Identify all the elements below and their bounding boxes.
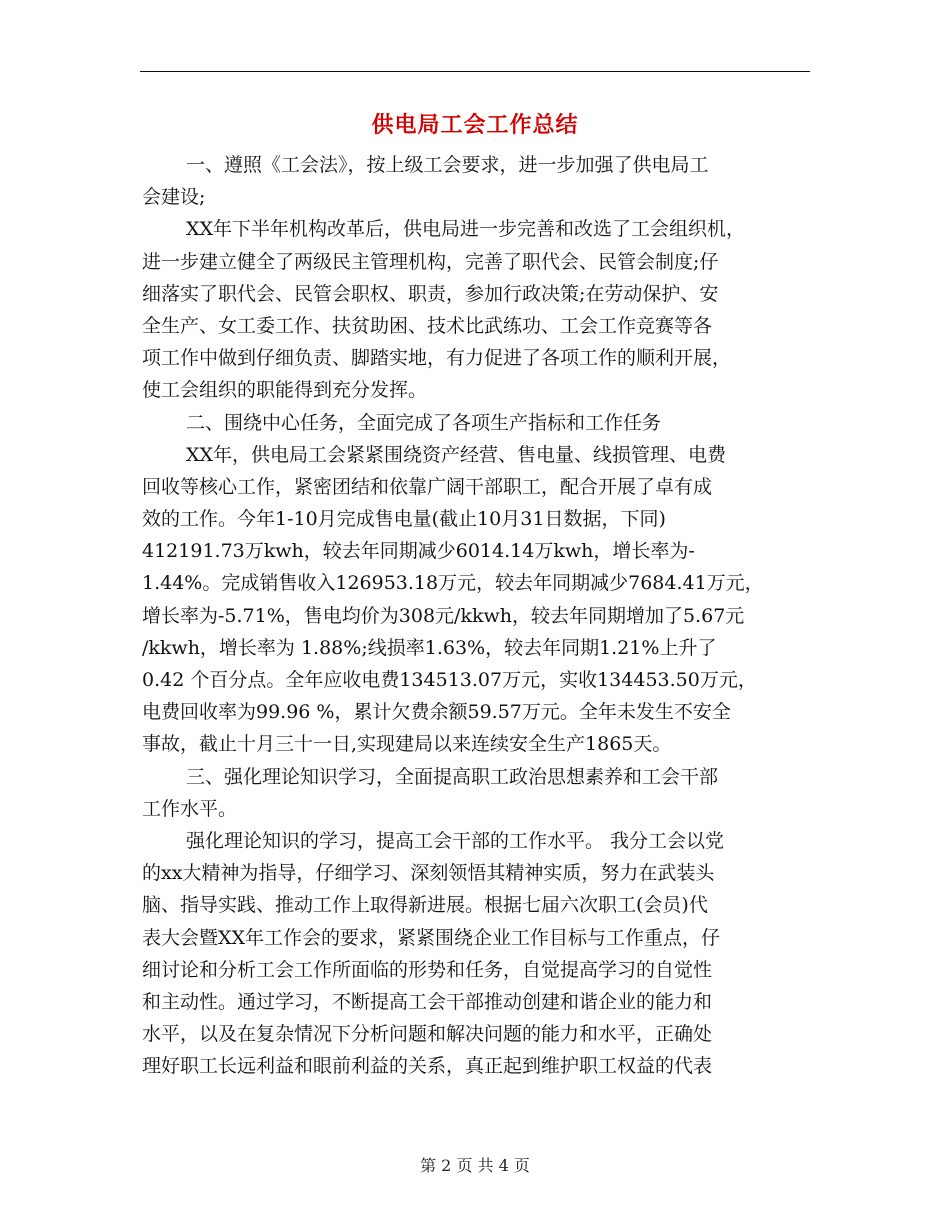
paragraph-line: 细讨论和分析工会工作所面临的形势和任务，自觉提高学习的自觉性 (142, 958, 713, 981)
paragraph-line: 强化理论知识的学习，提高工会干部的工作水平。 我分工会以党 (186, 829, 725, 852)
document-body (142, 149, 810, 1082)
paragraph-line: 的xx大精神为指导，仔细学习、深刻领悟其精神实质，努力在武装头 (142, 862, 715, 885)
paragraph-line: 全生产、女工委工作、扶贫助困、技术比武练功、工会工作竞赛等各 (142, 314, 713, 337)
page-number: 第 2 页 共 4 页 (420, 1156, 530, 1175)
paragraph-line: 水平，以及在复杂情况下分析问题和解决问题的能力和水平，正确处 (142, 1023, 713, 1046)
paragraph-line: 和主动性。通过学习，不断提高工会干部推动创建和谐企业的能力和 (142, 990, 713, 1013)
paragraph-line: 使工会组织的职能得到充分发挥。 (142, 379, 428, 402)
paragraph-line: 项工作中做到仔细负责、脚踏实地，有力促进了各项工作的顺利开展， (142, 347, 732, 370)
paragraph-line: 电费回收率为99.96 %，累计欠费余额59.57万元。全年未发生不安全 (142, 701, 731, 724)
paragraph-line: XX年，供电局工会紧紧围绕资产经营、售电量、线损管理、电费 (186, 443, 727, 466)
paragraph-line: 工作水平。 (142, 797, 238, 820)
paragraph-line: 脑、指导实践、推动工作上取得新进展。根据七届六次职工(会员)代 (142, 894, 708, 917)
paragraph-line: 表大会暨XX年工作会的要求，紧紧围绕企业工作目标与工作重点，仔 (142, 926, 721, 949)
header-rule (140, 71, 810, 72)
paragraph-line: 事故，截止十月三十一日,实现建局以来连续安全生产1865天。 (142, 733, 672, 756)
document-title: 供电局工会工作总结 (371, 112, 579, 138)
paragraph-line: 效的工作。今年1-10月完成售电量(截止10月31日数据，下同) (142, 508, 666, 531)
paragraph-line: 412191.73万kwh，较去年同期减少6014.14万kwh，增长率为- (142, 540, 695, 563)
paragraph-line: 回收等核心工作，紧密团结和依靠广阔干部职工，配合开展了卓有成 (142, 475, 713, 498)
paragraph-line: 一、遵照《工会法》，按上级工会要求，进一步加强了供电局工 (186, 154, 709, 176)
paragraph-line: XX年下半年机构改革后，供电局进一步完善和改选了工会组织机， (186, 218, 746, 241)
paragraph-line: 1.44%。完成销售收入126953.18万元，较去年同期减少7684.41万元， (142, 572, 764, 595)
section-heading: 二、围绕中心任务，全面完成了各项生产指标和工作任务 (186, 411, 662, 434)
paragraph-line: 0.42 个百分点。全年应收电费134513.07万元，实收134453.50万元， (142, 669, 757, 691)
section-heading: 三、强化理论知识学习，全面提高职工政治思想素养和工会干部 (186, 765, 719, 788)
paragraph-line: 增长率为-5.71%，售电均价为308元/kkwh，较去年同期增加了5.67元 (142, 604, 745, 627)
paragraph-line: 会建设; (142, 186, 206, 209)
paragraph-line: 细落实了职代会、民管会职权、职责，参加行政决策;在劳动保护、安 (142, 282, 719, 305)
paragraph-line: /kkwh，增长率为 1.88%;线损率1.63%，较去年同期1.21%上升了 (142, 636, 717, 659)
paragraph-line: 理好职工长远利益和眼前利益的关系，真正起到维护职工权益的代表 (142, 1055, 713, 1078)
paragraph-line: 进一步建立健全了两级民主管理机构，完善了职代会、民管会制度;仔 (142, 250, 719, 273)
